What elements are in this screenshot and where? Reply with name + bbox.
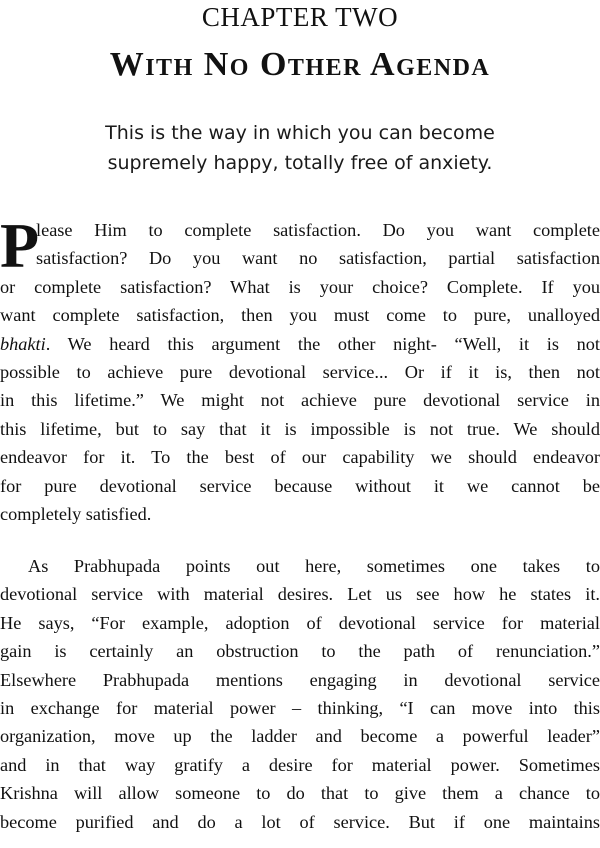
paragraph-2 [0,552,600,836]
chapter-number: CHAPTER TWO [201,2,399,32]
text-line: As Prabhupada points out here, sometimes one takes to [28,556,600,576]
epigraph-line: supremely happy, totally free of anxiety. [107,152,493,174]
text-line: want complete satisfaction, then you must come to pure, unalloyed [0,305,600,326]
text-line: devotional service with material desires. Let us see how he states it. [0,584,600,605]
text-line: bhakti. We heard this argument the other night- “Well, it is not [0,333,600,354]
text-line: endeavor for it. To the best of our capability we should endeavor [0,447,600,468]
text-line: Elsewhere Prabhupada mentions engaging in devotional service [0,669,600,690]
text-line: organization, move up the ladder and become a powerful leader” [0,726,600,747]
text-line: become purified and do a lot of service. But if one maintains [0,811,600,832]
text-line: in exchange for material power – thinking, “I can move into this [0,697,600,718]
text-line: Krishna will allow someone to do that to give them a chance to [0,783,600,804]
text-line: completely satisfied. [0,503,152,524]
text-line: or complete satisfaction? What is your choice? Complete. If you [0,276,600,297]
text-line: gain is certainly an obstruction to the path of renunciation.” [0,641,600,662]
paragraph-1 [0,210,600,528]
text-line: satisfaction? Do you want no satisfaction, partial satisfaction [36,248,600,269]
text-line: possible to achieve pure devotional service... Or if it is, then not [0,361,600,382]
text-line: and in that way gratify a desire for material power. Sometimes [0,754,600,775]
drop-cap: P [0,210,40,281]
chapter-title: With No Other Agenda [109,46,491,83]
epigraph [0,118,600,178]
text-line: lease Him to complete satisfaction. Do you want complete [36,220,600,240]
text-line: for pure devotional service because without it we cannot be [0,475,600,496]
text-line: He says, “For example, adoption of devotional service for material [0,612,600,633]
text-line: this lifetime, but to say that it is impossible is not true. We should [0,418,600,439]
text-line: in this lifetime.” We might not achieve pure devotional service in [0,390,600,411]
epigraph-line: This is the way in which you can become [105,122,495,144]
